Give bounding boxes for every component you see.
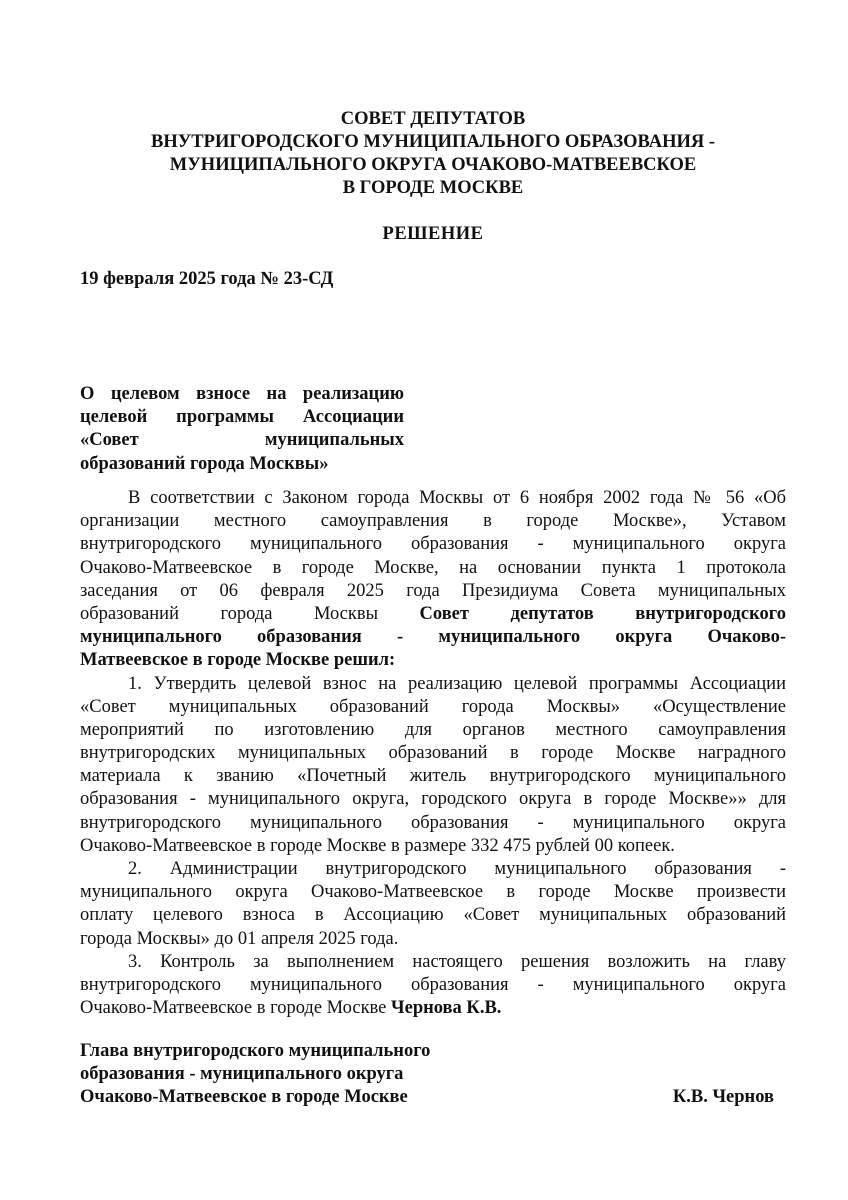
item-2-line: муниципального округа Очаково-Матвеевское в городе Москве произвести: [80, 882, 786, 903]
item-2-line: города Москвы» до 01 апреля 2025 года.: [80, 928, 399, 949]
responsible-person: Чернова К.В.: [391, 998, 502, 1019]
subject-line: «Совет муниципальных: [80, 430, 404, 451]
preamble-line: организации местного самоуправления в городе Москве», Уставом: [80, 511, 786, 532]
document-type-title: РЕШЕНИЕ: [382, 224, 484, 244]
preamble-line: заседания от 06 февраля 2025 года Президиума Совета муниципальных: [80, 580, 786, 601]
signatory-title-line: Очаково-Матвеевское в городе Москве: [80, 1087, 408, 1108]
item-3-line: 3. Контроль за выполнением настоящего решения возложить на главу: [128, 951, 786, 972]
council-bold-text: Совет депутатов внутригородского: [419, 603, 786, 624]
decision-subject: [80, 383, 404, 476]
item-1-line: мероприятий по изготовлению для органов местного самоуправления: [80, 719, 786, 740]
header-line: СОВЕТ ДЕПУТАТОВ: [340, 109, 526, 129]
signature-block: [80, 1040, 786, 1110]
item-3-text: Очаково-Матвеевское в городе Москве: [80, 998, 392, 1019]
header-line: ВНУТРИГОРОДСКОГО МУНИЦИПАЛЬНОГО ОБРАЗОВАНИЯ -: [151, 132, 715, 152]
preamble-line: [80, 603, 786, 626]
preamble-line: муниципального образования - муниципального округа Очаково-: [80, 627, 786, 648]
preamble-line: В соответствии с Законом города Москвы от 6 ноября 2002 года № 56 «Об: [128, 488, 786, 508]
item-1-line: 1. Утвердить целевой взнос на реализацию целевой программы Ассоциации: [128, 673, 786, 694]
item-1-line: внутригородских муниципальных образований в городе Москве наградного: [80, 743, 786, 764]
item-3-line: [80, 997, 786, 1020]
item-3-line: внутригородского муниципального образования - муниципального округа: [80, 974, 786, 995]
item-1-line: «Совет муниципальных образований города Москвы» «Осуществление: [80, 696, 786, 717]
item-1-line: Очаково-Матвеевское в городе Москве в размере 332 475 рублей 00 копеек.: [80, 835, 675, 856]
item-1-line: образования - муниципального округа, городского округа в городе Москве»» для: [80, 789, 786, 810]
item-2-line: оплату целевого взноса в Ассоциацию «Совет муниципальных образований: [80, 905, 786, 926]
preamble-line: внутригородского муниципального образования - муниципального округа: [80, 534, 786, 555]
document-header: [80, 108, 786, 200]
header-line: МУНИЦИПАЛЬНОГО ОКРУГА ОЧАКОВО-МАТВЕЕВСКОЕ: [169, 155, 697, 175]
item-2-line: 2. Администрации внутригородского муниципального образования -: [128, 859, 786, 879]
preamble-text: образований города Москвы: [80, 603, 420, 624]
decision-body: [80, 487, 786, 1020]
item-1-line: внутригородского муниципального образования - муниципального округа: [80, 812, 786, 833]
item-1-line: материала к званию «Почетный житель внутригородского муниципального: [80, 766, 786, 787]
subject-line: О целевом взносе на реализацию: [80, 384, 404, 404]
preamble-line: Матвеевское в городе Москве решил:: [80, 650, 396, 671]
subject-line: целевой программы Ассоциации: [80, 407, 404, 428]
signatory-title-line: образования - муниципального округа: [80, 1064, 404, 1085]
signatory-title-line: Глава внутригородского муниципального: [80, 1041, 431, 1061]
date-and-number: 19 февраля 2025 года № 23-СД: [80, 269, 334, 289]
preamble-line: Очаково-Матвеевское в городе Москве, на основании пункта 1 протокола: [80, 557, 786, 578]
signatory-name: К.В. Чернов: [672, 1087, 774, 1108]
subject-line: образований города Москвы»: [80, 453, 329, 474]
header-line: В ГОРОДЕ МОСКВЕ: [342, 178, 524, 198]
